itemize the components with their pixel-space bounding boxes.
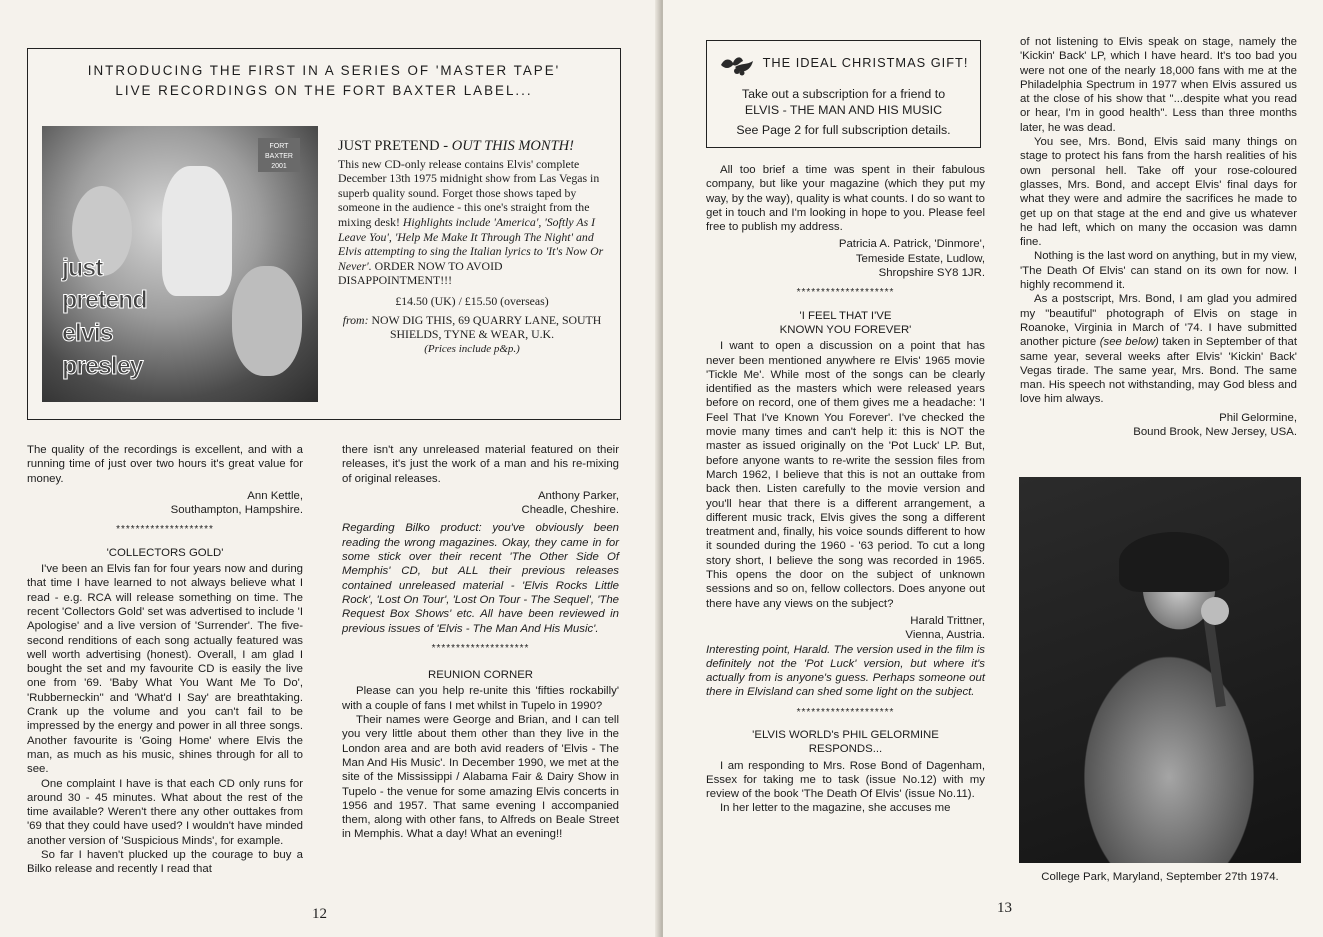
gift-line: See Page 2 for full subscription details. — [736, 123, 951, 137]
left-column-1 — [27, 443, 303, 877]
divider-stars: ******************** — [116, 524, 214, 536]
cd-cover-image — [42, 126, 318, 402]
promo-from-label: from: — [342, 312, 369, 327]
signature-name: Phil Gelormine, — [1219, 411, 1297, 424]
editor-reply: Interesting point, Harald. The version used in the film is definitely not the 'Pot Luck' version, but where it's actually from is anyone's guess. Perhaps someone out there in Elvisland can shed some light on the subject. — [706, 643, 985, 699]
microphone-head — [1201, 597, 1229, 625]
paragraph: All too brief a time was spent in their fabulous company, but like your magazine (which they put my way, by the way), quality is what counts. I do so want to get in touch and I'm looking in hope to you. Please feel free to publish my address. — [706, 164, 985, 234]
promo-box — [27, 48, 621, 420]
promo-prices: £14.50 (UK) / £15.50 (overseas) — [395, 293, 549, 308]
paragraph: I've been an Elvis fan for four years now and during that time I have learned to not always believe what I read - e.g. RCA will release something on time. The recent 'Collectors Gold' set was advertised to include 'I Apologise' and a live version of 'Surrender'. The five-second renditions of each song actually featured was well worth advertising (honest). Overall, I am glad I bought the set and my favourite CD is easily the live one from '69. 'Baby What You Want Me To Do', 'Rubberneckin'' and 'What'd I Say' are breathtaking. Crank up the volume and you can't fail to be impressed by the energy and power in all three songs. Another favourite is 'Going Home' where Elvis the man, as much as his music, shines through for all to see. — [27, 563, 303, 776]
text-run: taken in September of that same year, several weeks after Elvis' 'Kickin' Back' Vegas tirade. The same year, Mrs. Bond. The same man. His speech not withstanding, may God bless and love him always. — [1020, 336, 1297, 406]
section-heading: REUNION CORNER — [427, 669, 534, 682]
gift-box — [706, 40, 981, 148]
promo-highlights: Highlights include 'America', 'Softly As I Leave You', 'Help Me Make It Through The Night' and Elvis attempting to sing the Italian lyrics to 'It's Now Or Never'. — [338, 214, 604, 273]
section-heading: 'ELVIS WORLD's PHIL GELORMINE — [752, 728, 939, 741]
promo-title-line1: INTRODUCING THE FIRST IN A SERIES OF 'MASTER TAPE' — [87, 63, 561, 78]
promo-text — [338, 139, 606, 356]
signature-place: Southampton, Hampshire. — [170, 504, 303, 517]
signature-line: Temeside Estate, Ludlow, — [855, 252, 985, 265]
divider-stars: ******************** — [796, 706, 895, 718]
promo-order: ORDER NOW TO AVOID DISAPPOINTMENT!!! — [338, 258, 503, 288]
left-column-2 — [342, 443, 619, 842]
signature-place: Cheadle, Cheshire. — [521, 504, 619, 517]
paragraph — [1020, 292, 1297, 406]
page-left — [0, 0, 660, 937]
signature-name: Ann Kettle, — [247, 489, 303, 502]
divider-stars: ******************** — [796, 287, 895, 299]
signature-name: Harald Trittner, — [910, 614, 985, 627]
cover-figure — [232, 266, 302, 376]
gift-line: ELVIS - THE MAN AND HIS MUSIC — [744, 103, 943, 117]
promo-title — [28, 61, 620, 101]
page-right — [663, 0, 1323, 937]
right-column-1 — [706, 163, 985, 816]
signature-place: Vienna, Austria. — [905, 629, 985, 642]
paragraph: I am responding to Mrs. Rose Bond of Dagenham, Essex for taking me to task (issue No.12) with my review of the book 'The Death Of Elvis' (issue No.11). — [706, 759, 985, 801]
signature-name: Anthony Parker, — [537, 489, 619, 502]
promo-heading — [338, 139, 606, 154]
gift-title: THE IDEAL CHRISTMAS GIFT! — [762, 55, 969, 70]
promo-body — [338, 157, 606, 288]
promo-from-address: NOW DIG THIS, 69 QUARRY LANE, SOUTH SHIELDS, TYNE & WEAR, U.K. — [368, 312, 602, 342]
text-run: As a postscript, Mrs. Bond, I am glad you admired my "beautiful" photograph of Elvis on stage in Roanoke, Virginia in March of '74. I have submitted another picture — [1020, 293, 1297, 349]
cover-word: presley — [62, 352, 143, 380]
cover-figure-elvis — [162, 166, 232, 296]
section-heading: KNOWN YOU FOREVER' — [779, 323, 912, 336]
promo-heading-main: JUST PRETEND — [338, 138, 440, 154]
paragraph: Their names were George and Brian, and I can tell you very little about them other than they live in the London area and are both avid readers of 'Elvis - The Man And His Music'. In December 1990, we met at the site of the Mississippi / Alabama Fair & Dairy Show in Tupelo - the venue for some amazing Elvis concerts in 1956 and 1957. That same evening I accompanied them, along with other fans, to Alfreds on Beale Street in Memphis. What a day! What an evening!! — [342, 714, 619, 841]
signature-line: Shropshire SY8 1JR. — [878, 267, 985, 280]
promo-from — [338, 313, 606, 342]
paragraph: I want to open a discussion on a point that has never been mentioned anywhere re Elvis' 1965 movie 'Tickle Me'. While most of the songs can be clearly identified as the masters which were released years before on record, one of them gives me a headache: 'I Feel That I've Known You Forever'. I've checked the movie many times and can't help it: this is NOT the master as issued originally on the 'Pot Luck' LP. But, before anyone wants to re-write the session files from March 1962, I believe that this is not an outtake from back then. Listen carefully to the movie version and you'll hear that there is a different arrangement, a different music track, Elvis gives the song a different treatment and, finally, his voice sounds different to how it sounded during the 1960 - '63 period. To cut a long story short, I believe the song was recorded in 1965. This opens the door on the subject of unknown sessions and so on, fellow collectors. Does anyone out there have any views on the subject? — [706, 340, 985, 610]
paragraph: Please can you help re-unite this 'fifties rockabilly' with a couple of fans I met whilst in Tupelo in 1990? — [342, 685, 619, 712]
right-column-2 — [1020, 35, 1297, 439]
promo-title-line2: LIVE RECORDINGS ON THE FORT BAXTER LABEL... — [115, 83, 533, 98]
page-number: 13 — [997, 900, 1012, 916]
paragraph: The quality of the recordings is excellent, and with a running time of just over two hours it's great value for money. — [27, 444, 303, 485]
signature-place: Bound Brook, New Jersey, USA. — [1133, 426, 1297, 439]
elvis-photo — [1019, 477, 1301, 863]
section-heading: 'I FEEL THAT I'VE — [799, 309, 892, 322]
cover-word: just — [62, 254, 103, 282]
holly-icon — [717, 51, 757, 79]
signature-line: Patricia A. Patrick, 'Dinmore', — [838, 238, 985, 251]
paragraph: there isn't any unreleased material featured on their releases, it's just the work of a man and his re-mixing of original releases. — [342, 444, 619, 485]
page-number: 12 — [312, 906, 327, 922]
cover-badge: FORT BAXTER 2001 — [258, 138, 300, 172]
section-heading: RESPONDS... — [808, 743, 883, 756]
paragraph: One complaint I have is that each CD only runs for around 30 - 45 minutes. What about the rest of the time available? Weren't there any other outtakes from '69 that they could have used? I wouldn't have minded another version of 'Suspicious Minds', for example. — [27, 777, 303, 847]
promo-body1: This new CD-only release contains Elvis' complete December 13th 1975 midnight show from Las Vegas in superb quality sound. Forget those shows taped by someone in the audience - this one's straight from the mixing desk! — [338, 156, 600, 229]
photo-caption: College Park, Maryland, September 27th 1974. — [1041, 871, 1279, 883]
divider-stars: ******************** — [431, 642, 530, 654]
promo-includes: (Prices include p&p.) — [424, 342, 520, 355]
editor-reply: Regarding Bilko product: you've obviously been reading the wrong magazines. Okay, they came in for some stick over their recent 'The Other Side Of Memphis' CD, but ALL their previous releases contained unreleased material - 'Elvis Rocks Little Rock', 'Lost On Tour', 'Lost On Tour - The Sequel', 'The Request Box Shows' etc. All have been reviewed in previous issues of 'Elvis - The Man And His Music'. — [342, 522, 619, 635]
paragraph: Nothing is the last word on anything, but in my view, 'The Death Of Elvis' can stand on its own for now. I highly recommend it. — [1020, 250, 1297, 292]
photo-detail — [1119, 532, 1229, 592]
cover-word: elvis — [62, 319, 113, 347]
paragraph: You see, Mrs. Bond, Elvis said many things on stage to protect his fans from the harsh realities of his own personal hell. Take off your rose-coloured glasses, Mrs. Bond, and accept Elvis' final days for what they were and admire the sacrifices he made to get up on that stage at the end and give us whatever he had left, which on many the occasion was damn fine. — [1020, 136, 1297, 249]
text-run: (see below) — [1099, 336, 1159, 349]
cover-word: pretend — [62, 286, 147, 314]
paragraph: of not listening to Elvis speak on stage, namely the 'Kickin' Back' LP, which I have heard. It's too bad you were not one of the nearly 18,000 fans with me at the Philadelphia Spectrum in 1977 when Elvis assured us at the close of his show that "...despite what you read or hear, I'm in good health". Less than three months later, he was dead. — [1020, 36, 1297, 134]
paragraph: So far I haven't plucked up the courage to buy a Bilko release and recently I read that — [27, 849, 303, 876]
section-heading: 'COLLECTORS GOLD' — [106, 546, 224, 559]
paragraph: In her letter to the magazine, she accuses me — [720, 802, 951, 815]
promo-heading-sub: - OUT THIS MONTH! — [439, 138, 574, 154]
gift-line: Take out a subscription for a friend to — [741, 87, 946, 101]
